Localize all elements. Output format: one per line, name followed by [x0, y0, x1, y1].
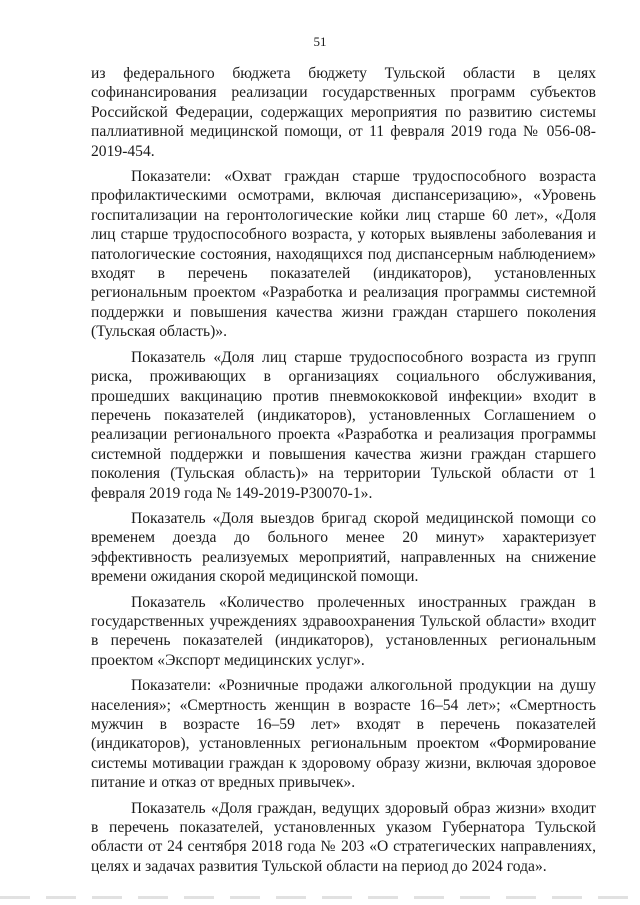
paragraph-continuation: из федерального бюджета бюджету Тульской области в целях софинансирования реализации государственных программ субъектов Российской Федерации, содержащих мероприятия по развитию системы паллиативной медицинской помощи, от 11 февраля 2019 года № 056-08-2019-454. — [91, 65, 596, 160]
paragraph-vaccination-indicator: Показатель «Доля лиц старше трудоспособного возраста из групп риска, проживающих в организациях социального обслуживания, прошедших вакцинацию против пневмококковой инфекции» входит в перечень показателей (индикаторов), установленных Соглашением о реализации регионального проекта «Разработка и реализация программы системной поддержки и повышения качества жизни граждан старшего поколения (Тульская область)» на территории Тульской области от 1 февраля 2019 года № 149-2019-Р30070-1». — [91, 348, 596, 502]
paragraph-healthy-lifestyle-indicators: Показатели: «Розничные продажи алкогольной продукции на душу населения»; «Смертность женщин в возрасте 16–54 лет»; «Смертность мужчин в возрасте 16–59 лет» входят в перечень показателей (индикаторов), установленных региональным проектом «Формирование системы мотивации граждан к здоровому образу жизни, включая здоровое питание и отказ от вредных привычек». — [91, 677, 596, 792]
scan-edge-artifact — [0, 896, 640, 899]
paragraph-elderly-indicators: Показатели: «Охват граждан старше трудоспособного возраста профилактическими осмотрами, включая диспансеризацию», «Уровень госпитализации на геронтологические койки лиц старше 60 лет», «Доля лиц старше трудоспособного возраста, у которых выявлены заболевания и патологические состояния, находящихся под диспансерным наблюдением» входят в перечень показателей (индикаторов), установленных региональным проектом «Разработка и реализация программы системной поддержки и повышения качества жизни граждан старшего поколения (Тульская область)». — [91, 168, 596, 341]
document-body — [91, 64, 596, 882]
page-number: 51 — [313, 34, 327, 49]
paragraph-ambulance-indicator: Показатель «Доля выездов бригад скорой медицинской помощи со временем доезда до больного менее 20 минут» характеризует эффективность реализуемых мероприятий, направленных на снижение времени ожидания скорой медицинской помощи. — [91, 509, 596, 586]
paragraph-governor-decree-indicator: Показатель «Доля граждан, ведущих здоровый образ жизни» входит в перечень показателей, установленных указом Губернатора Тульской области от 24 сентября 2018 года № 203 «О стратегических направлениях, целях и задачах развития Тульской области на период до 2024 года». — [91, 799, 596, 875]
paragraph-foreign-patients-indicator: Показатель «Количество пролеченных иностранных граждан в государственных учреждениях здравоохранения Тульской области» входит в перечень показателей (индикаторов), установленных региональным проектом «Экспорт медицинских услуг». — [91, 593, 596, 669]
